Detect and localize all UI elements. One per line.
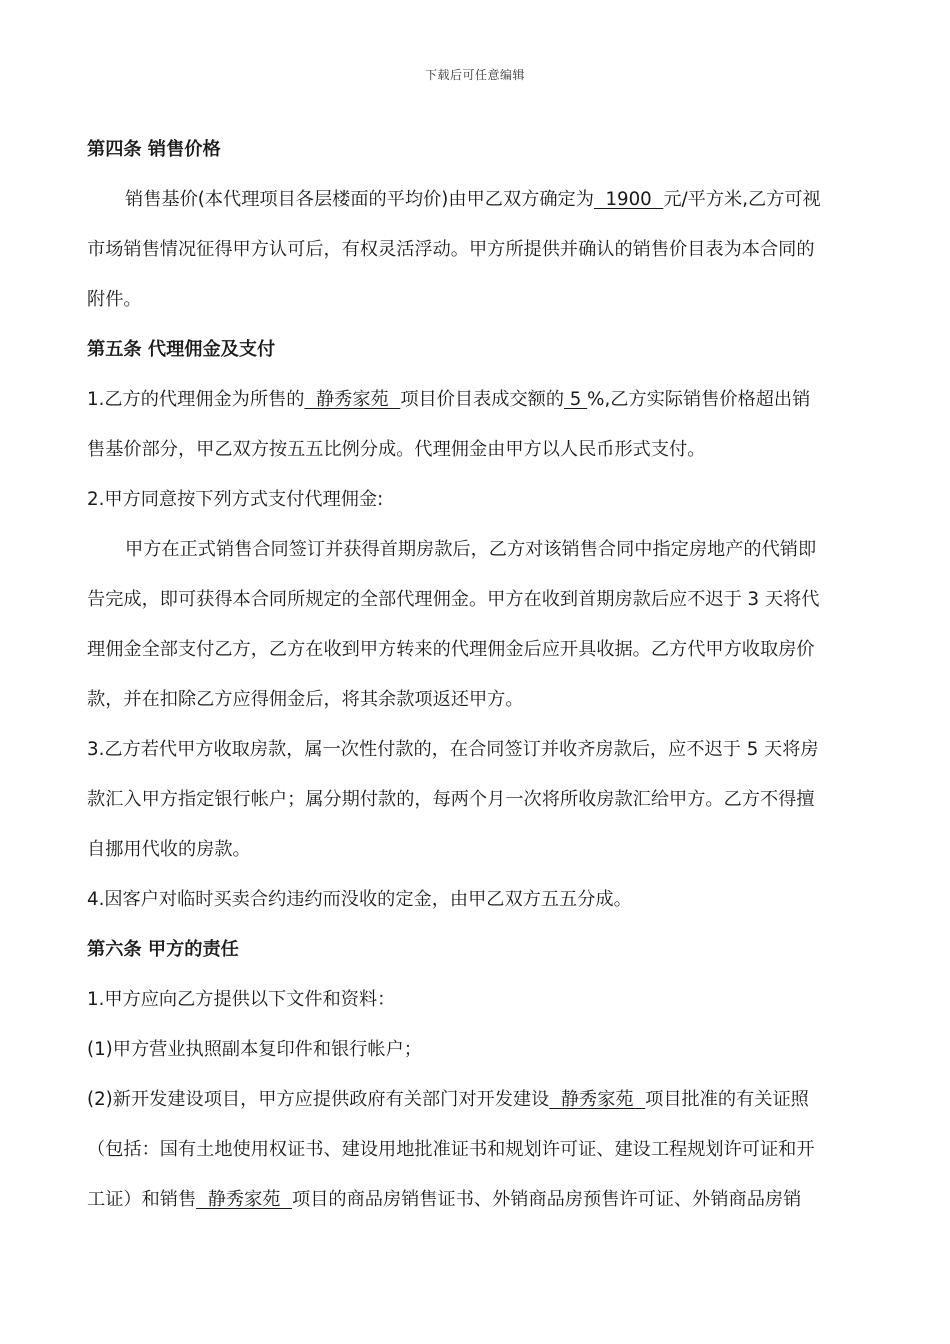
article-5-para-line-2: 告完成，即可获得本合同所规定的全部代理佣金。甲方在收到首期房款后应不迟于 3 天将代 [87,589,820,610]
text-run: (2)新开发建设项目，甲方应提供政府有关部门对开发建设 [87,1089,550,1110]
article-6-subitem-2-line-2: （包括：国有土地使用权证书、建设用地批准证书和规划许可证、建设工程规划许可证和开 [87,1139,815,1160]
article-5-item-1-line-1 [87,382,863,432]
article-5-item-1-line-2: 售基价部分，甲乙双方按五五比例分成。代理佣金由甲方以人民币形式支付。 [87,439,706,460]
article-5-item-3-line-3: 自挪用代收的房款。 [87,839,251,860]
article-4-line-1 [87,182,863,232]
text-run: 1.乙方的代理佣金为所售的 [87,389,305,410]
article-6-subitem-2-line-1 [87,1082,863,1132]
text-run: 工证）和销售 [87,1189,197,1210]
text-run: 项目批准的有关证照 [645,1089,809,1110]
article-6-item-1: 1.甲方应向乙方提供以下文件和资料： [87,989,396,1010]
article-4-title: 第四条 销售价格 [87,139,221,160]
article-4-line-3: 附件。 [87,289,142,310]
text-run: 项目的商品房销售证书、外销商品房预售许可证、外销商品房销 [292,1189,802,1210]
page-header: 下载后可任意编辑 [424,68,525,82]
project-name-field: 静秀家苑 [304,389,401,410]
article-5-item-2: 2.甲方同意按下列方式支付代理佣金: [87,489,384,510]
project-name-field: 静秀家苑 [549,1089,646,1110]
article-5-para-line-1: 甲方在正式销售合同签订并获得首期房款后，乙方对该销售合同中指定房地产的代销即 [125,539,817,560]
text-run: 销售基价(本代理项目各层楼面的平均价)由甲乙双方确定为 [125,189,594,210]
article-5-title: 第五条 代理佣金及支付 [87,339,276,360]
text-run: 元/平方米,乙方可视 [663,189,821,210]
article-6-subitem-1: (1)甲方营业执照副本复印件和银行帐户； [87,1039,422,1060]
text-run: 项目价目表成交额的 [400,389,565,410]
article-5-para-line-3: 理佣金全部支付乙方，乙方在收到甲方转来的代理佣金后应开具收据。乙方代甲方收取房价 [87,639,815,660]
text-run: %,乙方实际销售价格超出销 [587,389,811,410]
article-6-subitem-2-line-3 [87,1182,863,1232]
article-4-line-2: 市场销售情况征得甲方认可后，有权灵活浮动。甲方所提供并确认的销售价目表为本合同的 [87,239,815,260]
article-5-item-3-line-2: 款汇入甲方指定银行帐户；属分期付款的，每两个月一次将所收房款汇给甲方。乙方不得擅 [87,789,815,810]
commission-rate-field: 5 [564,389,588,410]
article-5-item-4: 4.因客户对临时买卖合约违约而没收的定金，由甲乙双方五五分成。 [87,889,632,910]
project-name-field: 静秀家苑 [196,1189,293,1210]
article-5-item-3-line-1: 3.乙方若代甲方收取房款，属一次性付款的，在合同签订并收齐房款后，应不迟于 5 天将房 [87,739,819,760]
price-field: 1900 [593,189,664,210]
document-body [87,132,863,1232]
article-5-para-line-4: 款，并在扣除乙方应得佣金后，将其余款项返还甲方。 [87,689,524,710]
article-6-title: 第六条 甲方的责任 [87,939,239,960]
